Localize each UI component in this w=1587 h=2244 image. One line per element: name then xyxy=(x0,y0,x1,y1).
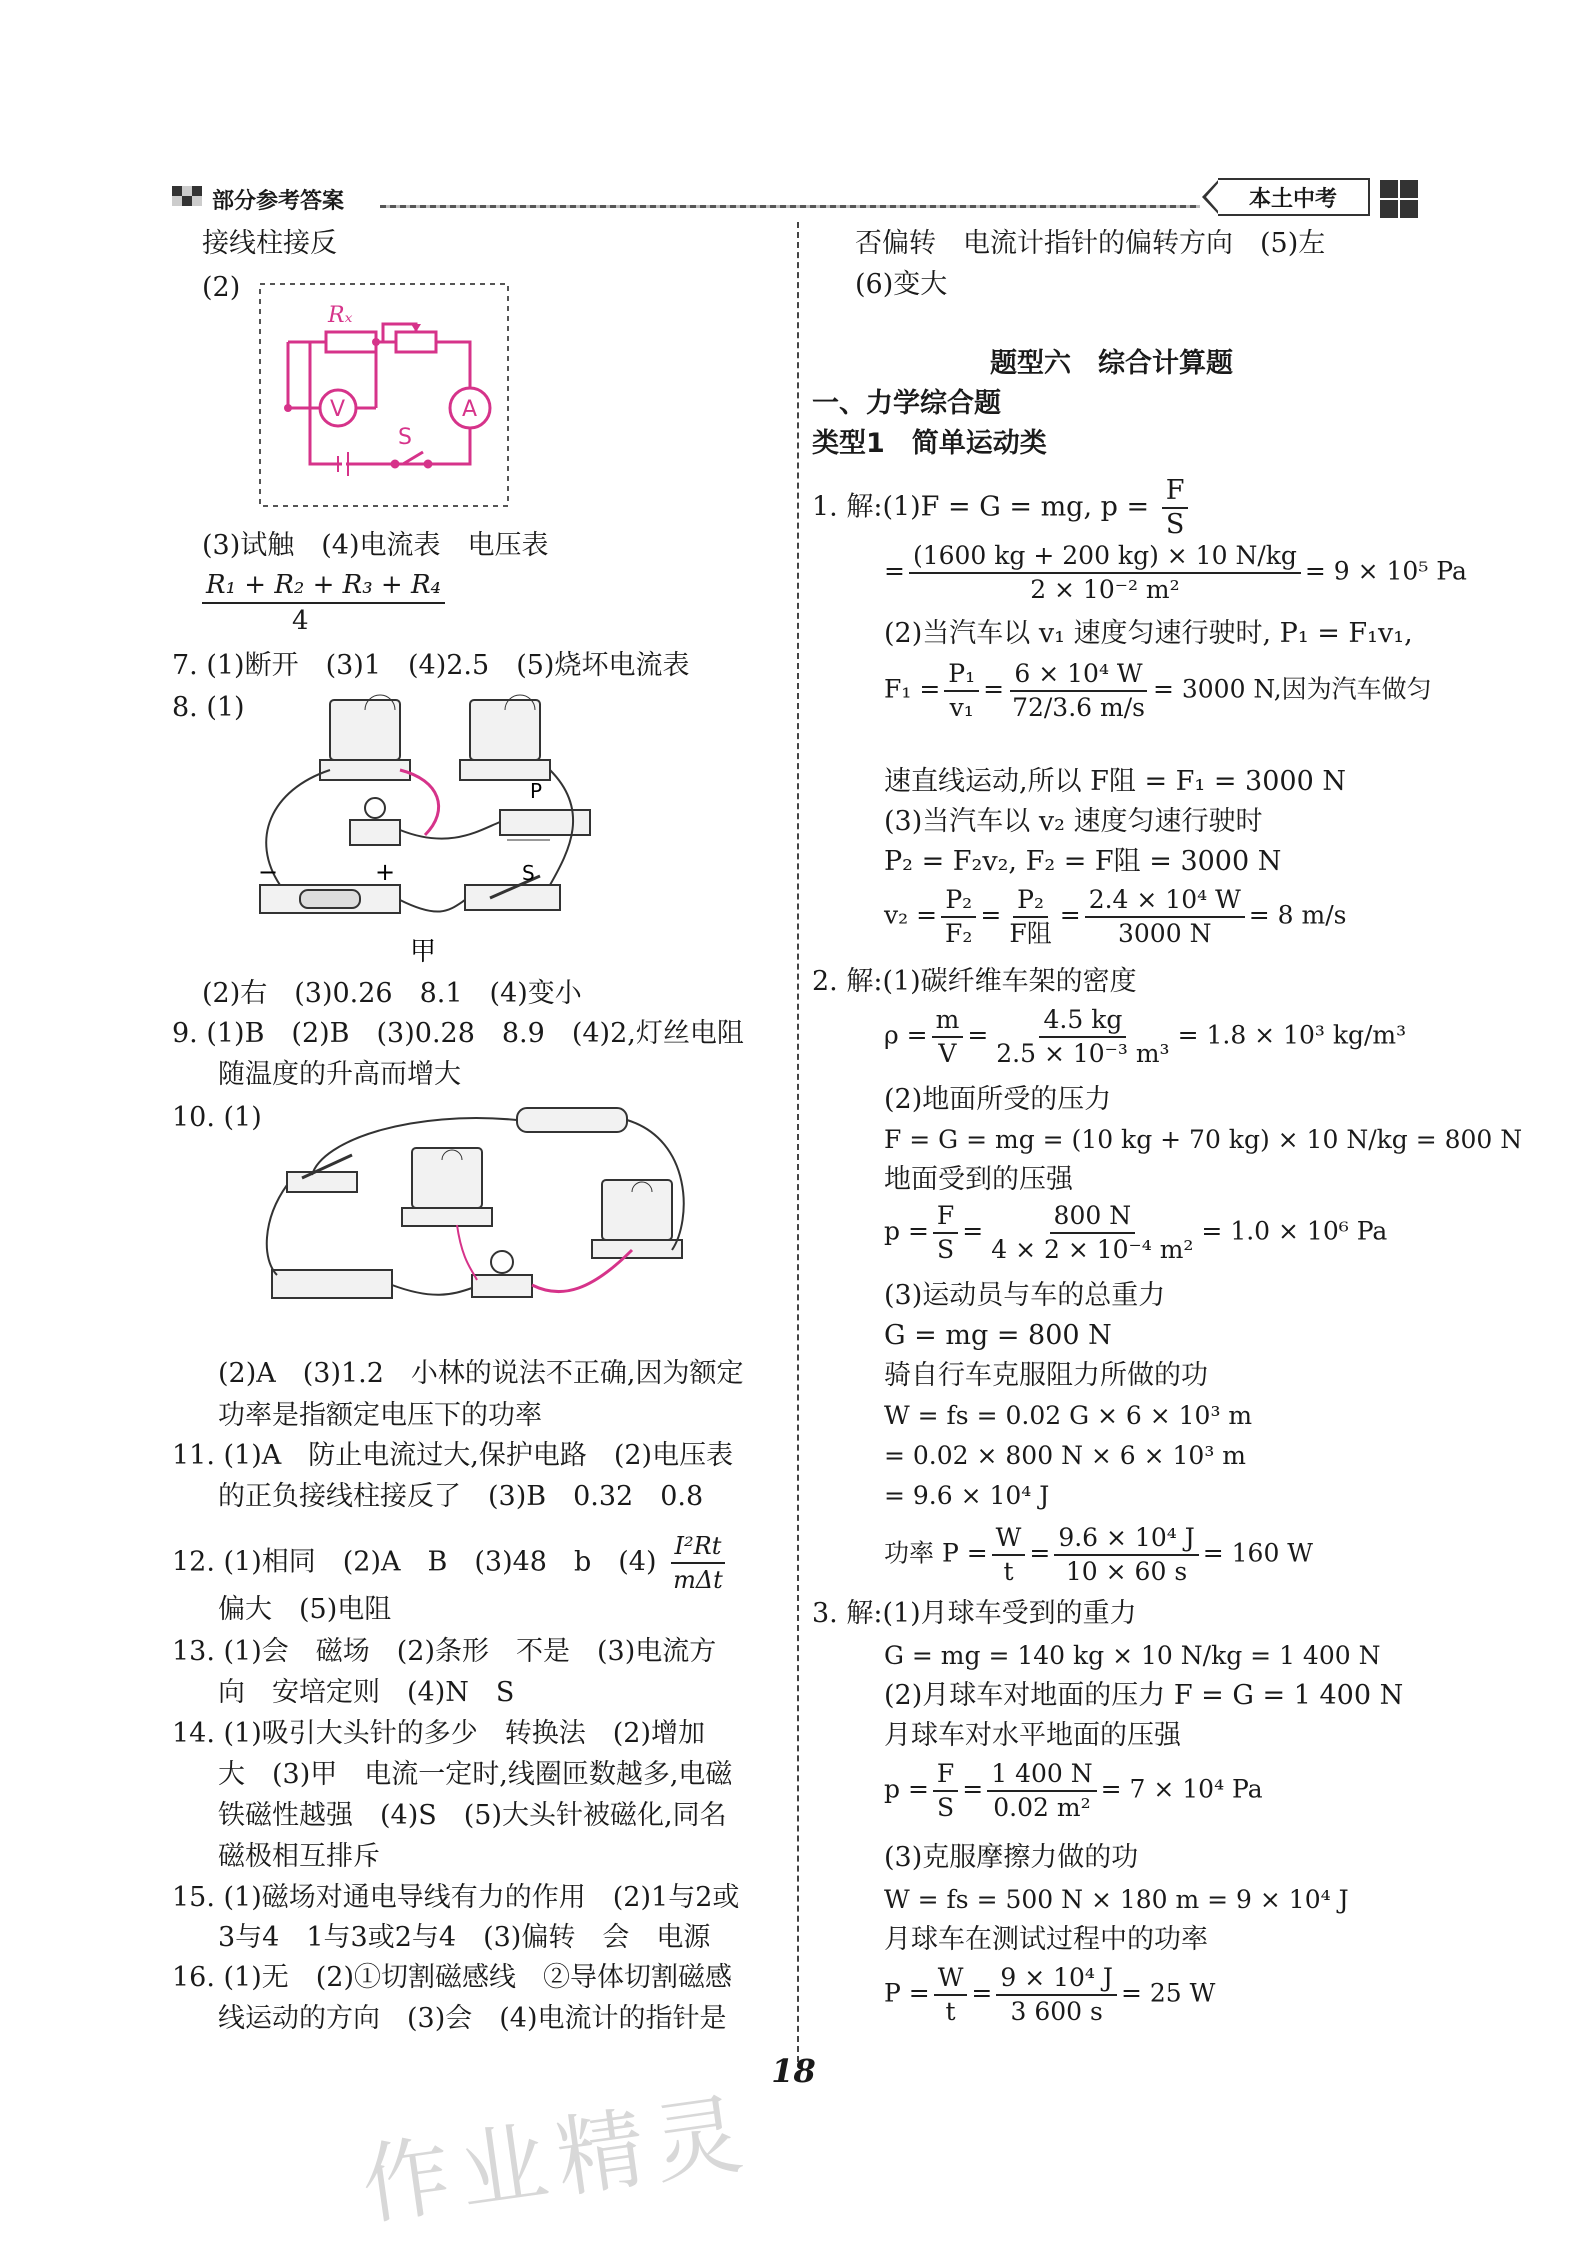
header-right-ornament xyxy=(1380,180,1418,218)
answer-line: 13. (1)会 磁场 (2)条形 不是 (3)电流方 xyxy=(172,1636,717,1667)
switch-label: S xyxy=(398,425,412,450)
minus-label: − xyxy=(258,858,279,886)
answer-line: 11. (1)A 防止电流过大,保护电路 (2)电压表 xyxy=(172,1440,734,1471)
answer-line: (6)变大 xyxy=(855,269,948,300)
header-rule xyxy=(380,200,1200,214)
answer-line: 15. (1)磁场对通电导线有力的作用 (2)1与2或 xyxy=(172,1882,740,1913)
answer-line: 14. (1)吸引大头针的多少 转换法 (2)增加 xyxy=(172,1718,706,1749)
answer-line: 否偏转 电流计指针的偏转方向 (5)左 xyxy=(855,228,1326,259)
answer-line: G = mg = 140 kg × 10 N/kg = 1 400 N xyxy=(884,1641,1381,1670)
answer-line: 接线柱接反 xyxy=(202,228,337,259)
answer-line: ρ = $\frac{m}{V}$ = $\frac{4.5 kg}{\text{2.5 × 10⁻³ m³}}$ = 1.8 × 10³ kg/m³ xyxy=(884,1005,1407,1068)
answer-line: 月球车对水平地面的压强 xyxy=(884,1720,1181,1751)
apparatus-figure-jia xyxy=(250,690,620,970)
battery-device xyxy=(517,1108,627,1132)
answer-line: p = $\frac{F}{S}$ = $\frac{1 400 N}{\text{0.02 m²}}$ = 7 × 10⁴ Pa xyxy=(884,1759,1263,1822)
lamp-bulb xyxy=(365,798,385,818)
header-left-ornament xyxy=(172,186,202,206)
section-title: 题型六 综合计算题 xyxy=(990,348,1233,379)
answer-line: v₂ = $\frac{\text{P₂}}{\text{F₂}}$ = $\frac{\text{P₂}}{\text{F阻}}$ = $\frac{\text{2.4 × 10⁴ W}}{3000 N}$ = 8 m/s xyxy=(884,885,1347,948)
answer-line: p = $\frac{F}{S}$ = $\frac{800 N}{\text{4 × 2 × 10⁻⁴ m²}}$ = 1.0 × 10⁶ Pa xyxy=(884,1201,1388,1264)
answer-line: 7. (1)断开 (3)1 (4)2.5 (5)烧坏电流表 xyxy=(172,650,690,681)
circuit-diagram xyxy=(258,282,510,508)
answer-line: (2)当汽车以 v₁ 速度匀速行驶时, P₁ = F₁v₁, xyxy=(884,618,1413,649)
answer-line: (2) xyxy=(202,272,241,303)
answer-line: 骑自行车克服阻力所做的功 xyxy=(884,1360,1208,1391)
answer-line: 3与4 1与3或2与4 (3)偏转 会 电源 xyxy=(218,1922,711,1953)
answer-line: 线运动的方向 (3)会 (4)电流计的指针是 xyxy=(218,2003,727,2034)
answer-line: 月球车在测试过程中的功率 xyxy=(884,1924,1208,1955)
rx-label: Rₓ xyxy=(328,303,353,328)
ammeter-label: A xyxy=(462,397,478,422)
answer-line: F₁ = $\frac{\text{P₁}}{\text{v₁}}$ = $\frac{\text{6 × 10⁴ W}}{72/3.6 m/s}$ = 3000 N,因为汽车做匀 xyxy=(884,659,1432,722)
answer-line: W = fs = 500 N × 180 m = 9 × 10⁴ J xyxy=(884,1885,1349,1914)
plus-label: + xyxy=(375,858,396,886)
answer-line: = 9.6 × 10⁴ J xyxy=(884,1481,1050,1510)
answer-line: (3)当汽车以 v₂ 速度匀速行驶时 xyxy=(884,806,1263,837)
rheostat-device xyxy=(272,1270,392,1298)
answer-line: (2)A (3)1.2 小林的说法不正确,因为额定 xyxy=(218,1358,744,1389)
rheostat-label: P xyxy=(530,779,543,803)
answer-line: (3)试触 (4)电流表 电压表 xyxy=(202,530,549,561)
rheostat-device xyxy=(500,810,590,835)
answer-line: 随温度的升高而增大 xyxy=(218,1059,461,1090)
answer-line: 8. (1) xyxy=(172,692,245,723)
answer-line: P = $\frac{W}{t}$ = $\frac{\text{9 × 10⁴ J}}{3 600 s}$ = 25 W xyxy=(884,1963,1216,2026)
watermark: 作业精灵 xyxy=(355,2081,759,2238)
answer-line: 10. (1) xyxy=(172,1102,262,1133)
voltmeter-device xyxy=(412,1148,482,1208)
answer-line: 磁极相互排斥 xyxy=(218,1841,380,1872)
answer-line: 16. (1)无 (2)①切割磁感线 ②导体切割磁感 xyxy=(172,1962,733,1993)
answer-line: (3)运动员与车的总重力 xyxy=(884,1280,1166,1311)
resistor-rx xyxy=(326,332,376,352)
page-number: 18 xyxy=(771,2052,816,2090)
answer-line: P₂ = F₂v₂, F₂ = F阻 = 3000 N xyxy=(884,846,1282,877)
switch xyxy=(403,452,423,464)
answer-line: F = G = mg = (10 kg + 70 kg) × 10 N/kg = 800 N xyxy=(884,1125,1523,1154)
answer-line: = 0.02 × 800 N × 6 × 10³ m xyxy=(884,1441,1247,1470)
lamp-base xyxy=(472,1275,532,1297)
ammeter-device xyxy=(602,1180,672,1240)
answer-line: (3)克服摩擦力做的功 xyxy=(884,1842,1139,1873)
answer-line: W = fs = 0.02 G × 6 × 10³ m xyxy=(884,1401,1253,1430)
header-tag: 本土中考 xyxy=(1218,178,1370,216)
rheostat xyxy=(396,332,436,352)
answer-line: 大 (3)甲 电流一定时,线圈匝数越多,电磁 xyxy=(218,1759,733,1790)
voltmeter-label: V xyxy=(330,397,346,422)
apparatus-figure-10 xyxy=(262,1100,698,1340)
answer-line: (2)右 (3)0.26 8.1 (4)变小 xyxy=(202,978,582,1009)
answer-line: 功率是指额定电压下的功率 xyxy=(218,1400,542,1431)
subsection-title: 一、力学综合题 xyxy=(812,388,1001,419)
answer-line: 的正负接线柱接反了 (3)B 0.32 0.8 xyxy=(218,1481,704,1512)
answer-line: 功率 P = $\frac{W}{t}$ = $\frac{\text{9.6 × 10⁴ J}}{10 \times 60 s}$ = 160 W xyxy=(884,1523,1313,1586)
lamp-base xyxy=(350,820,400,845)
figure-caption: 甲 xyxy=(410,937,437,967)
answer-line: 9. (1)B (2)B (3)0.28 8.9 (4)2,灯丝电阻 xyxy=(172,1018,744,1049)
answer-line: (2)地面所受的压力 xyxy=(884,1084,1112,1115)
type-title: 类型1 简单运动类 xyxy=(812,428,1047,459)
switch-label: S xyxy=(522,861,535,885)
answer-line: 2. 解:(1)碳纤维车架的密度 xyxy=(812,966,1137,997)
lamp-bulb xyxy=(491,1251,513,1273)
answer-line: 向 安培定则 (4)N S xyxy=(218,1677,515,1708)
answer-line: G = mg = 800 N xyxy=(884,1320,1112,1351)
answer-line: 速直线运动,所以 F阻 = F₁ = 3000 N xyxy=(884,766,1346,797)
answer-line: 地面受到的压强 xyxy=(884,1164,1073,1195)
answer-line: 铁磁性越强 (4)S (5)大头针被磁化,同名 xyxy=(218,1800,727,1831)
knife-switch xyxy=(287,1172,357,1192)
answer-line: 12. (1)相同 (2)A B (3)48 b (4) $\frac{\text{I²Rt}}{\text{mΔt}}$ xyxy=(172,1530,731,1596)
answer-line: 3. 解:(1)月球车受到的重力 xyxy=(812,1598,1137,1629)
header-title: 部分参考答案 xyxy=(212,189,345,214)
answer-line: = $\frac{(1600 kg + 200 kg) \times 10 N/kg}{\text{2 × 10⁻² m²}}$ = 9 × 10⁵ Pa xyxy=(884,541,1467,604)
answer-line: 1. 解:(1)F = G = mg, p = $\frac{F}{S}$ xyxy=(812,475,1192,541)
answer-line: 偏大 (5)电阻 xyxy=(218,1594,392,1625)
answer-line: (2)月球车对地面的压力 F = G = 1 400 N xyxy=(884,1680,1404,1711)
column-divider xyxy=(797,222,799,2062)
fraction-r-average: R₁ + R₂ + R₃ + R₄ 4 xyxy=(202,568,445,638)
